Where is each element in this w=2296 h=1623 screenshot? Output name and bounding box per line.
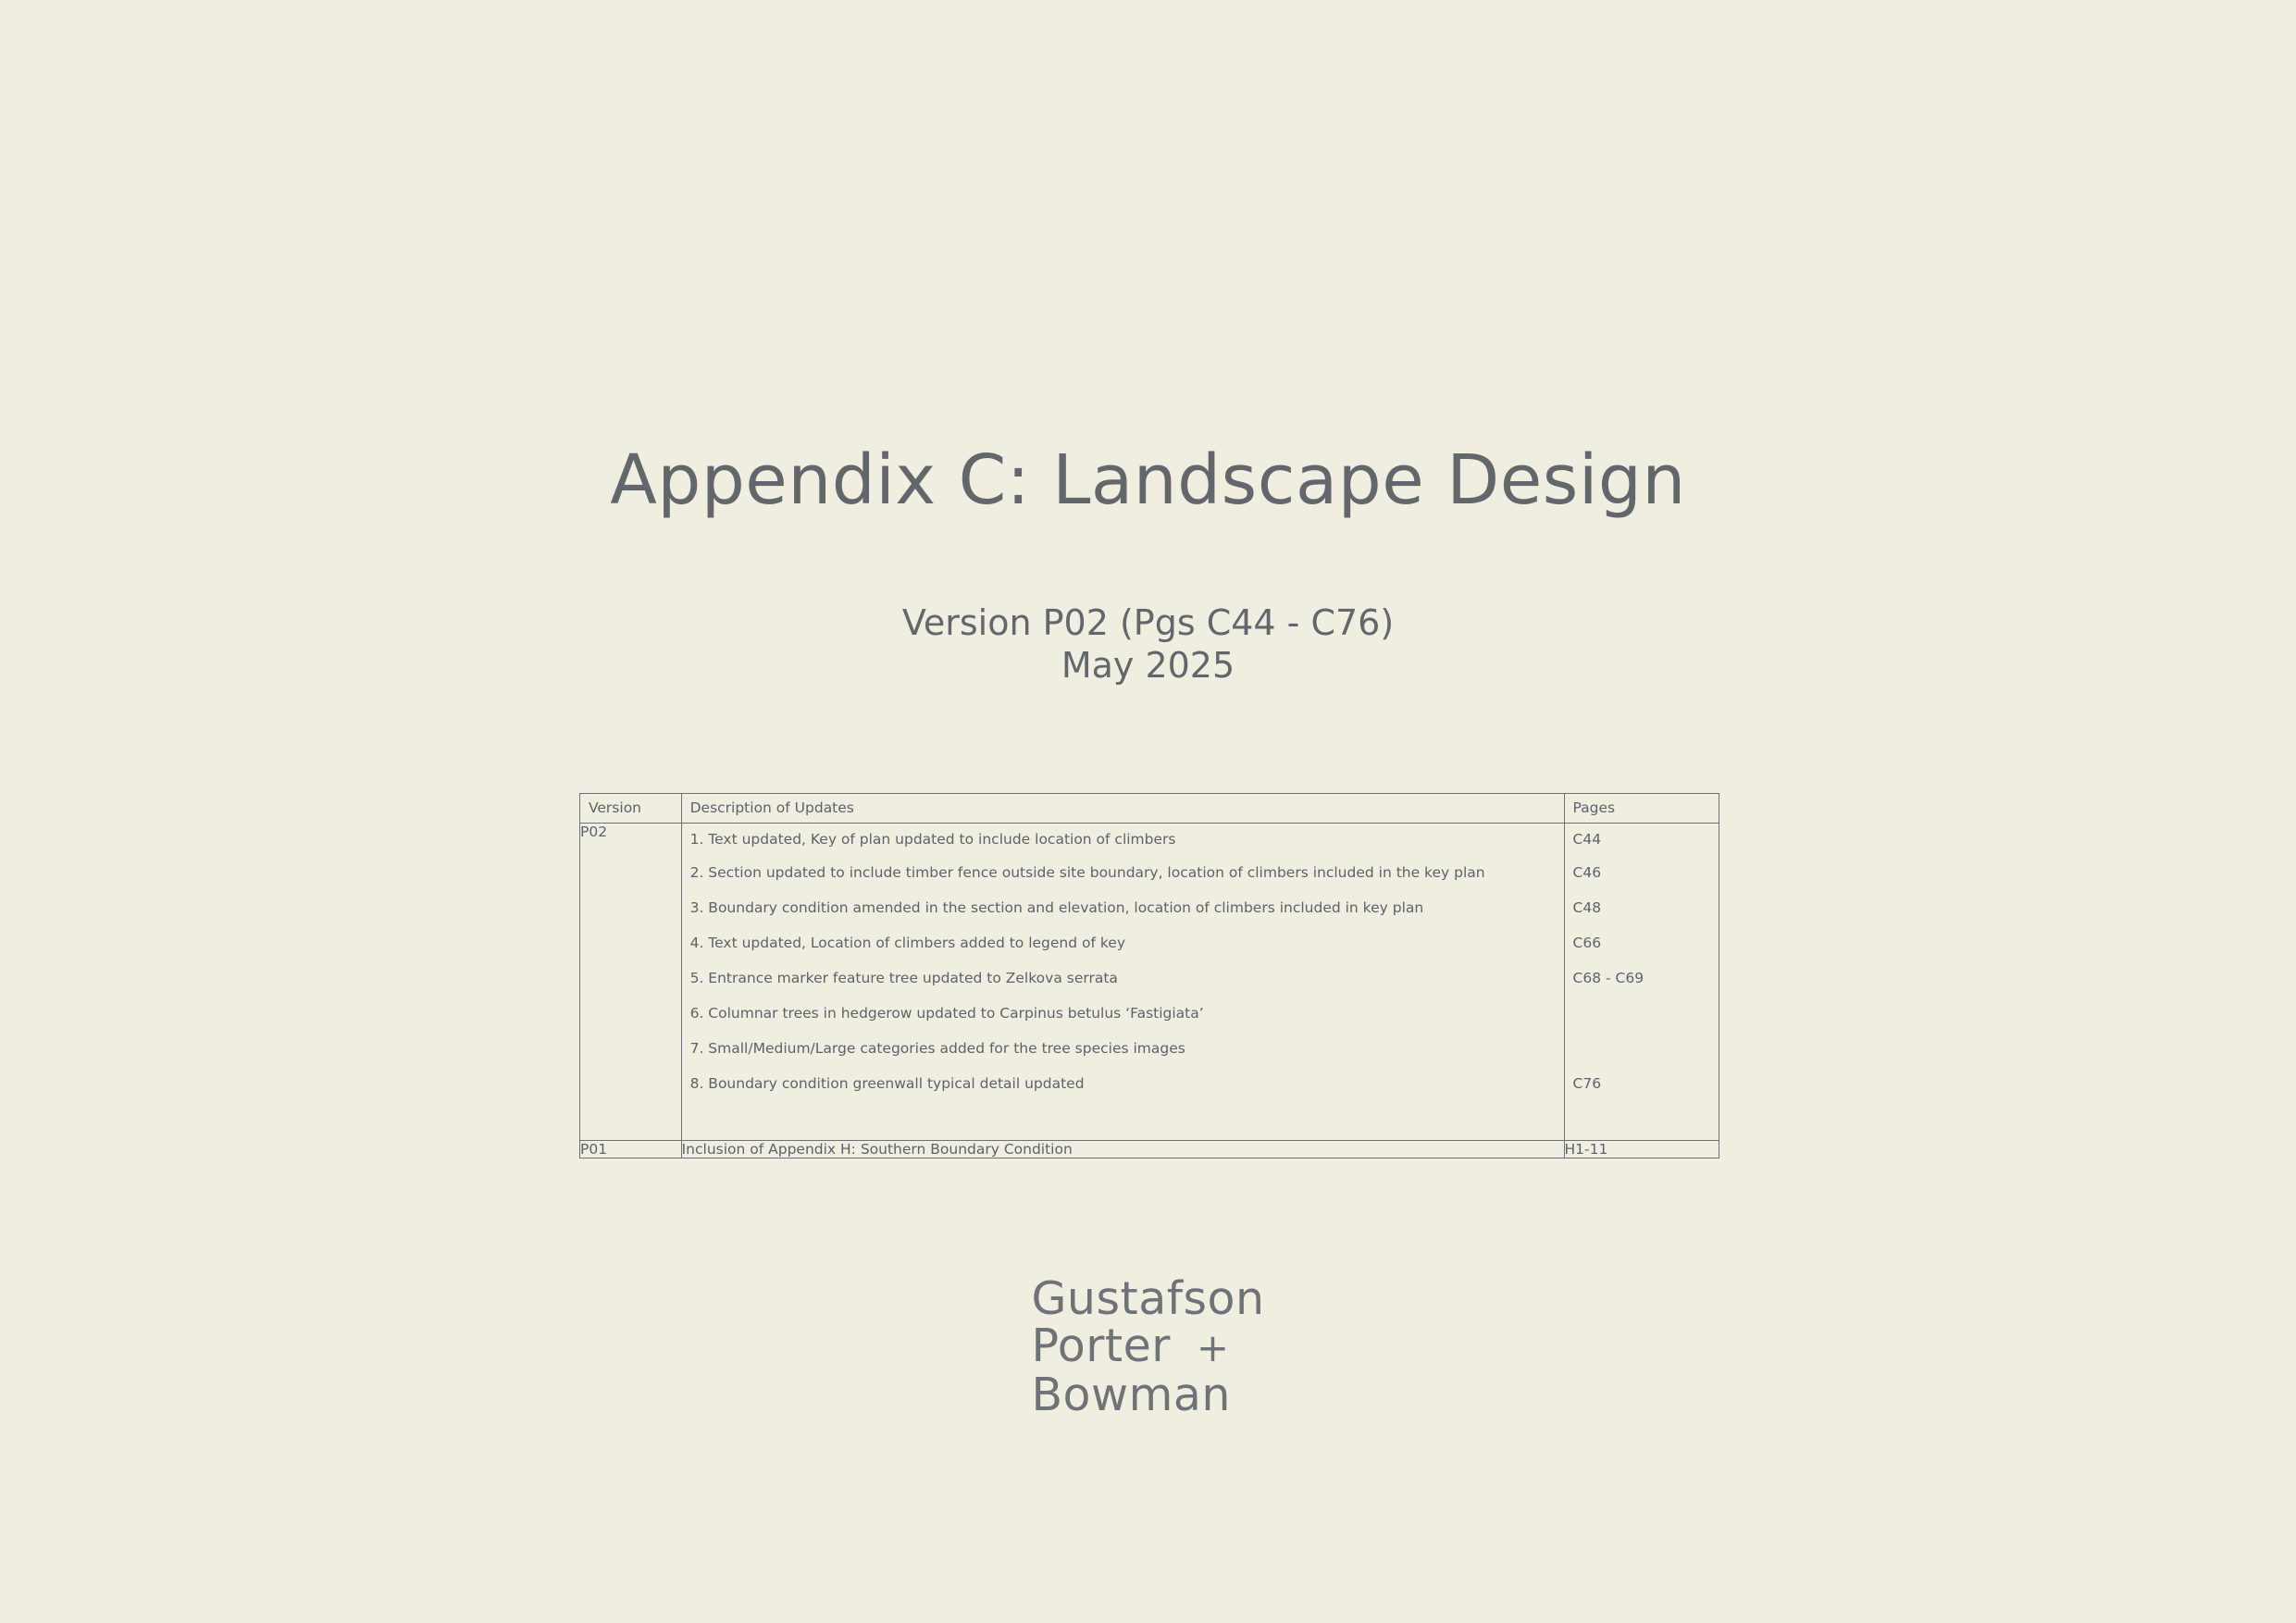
column-header-version: Version bbox=[580, 794, 682, 824]
logo-line-bowman: Bowman bbox=[1031, 1369, 1231, 1421]
update-item: 7. Small/Medium/Large categories added for the tree species images bbox=[689, 1040, 1185, 1057]
update-item: 1. Text updated, Key of plan updated to include location of climbers bbox=[689, 831, 1176, 848]
logo-text-porter: Porter bbox=[1031, 1319, 1171, 1372]
cell-description-list bbox=[681, 824, 1564, 1141]
pages-item bbox=[1565, 1035, 1719, 1070]
pages-item: C68 - C69 bbox=[1572, 970, 1644, 986]
pages-item-spacer bbox=[1565, 1105, 1719, 1140]
revision-table-wrapper bbox=[579, 793, 1719, 1158]
document-subtitle bbox=[0, 601, 2296, 687]
cell-version: P02 bbox=[580, 824, 682, 1141]
pages-item: C46 bbox=[1572, 864, 1602, 881]
cell-version: P01 bbox=[580, 1141, 682, 1158]
column-header-description: Description of Updates bbox=[681, 794, 1564, 824]
date-line: May 2025 bbox=[1061, 645, 1235, 686]
update-item: 5. Entrance marker feature tree updated to Zelkova serrata bbox=[689, 970, 1118, 986]
logo-line-gustafson: Gustafson bbox=[1031, 1272, 1265, 1325]
table-row bbox=[580, 824, 1719, 1141]
pages-item: C66 bbox=[1572, 935, 1602, 951]
pages-item bbox=[1565, 999, 1719, 1035]
version-line: Version P02 (Pgs C44 - C76) bbox=[901, 602, 1395, 643]
logo-line-porter bbox=[1031, 1319, 1264, 1372]
table-row bbox=[580, 1141, 1719, 1158]
pages-item: C48 bbox=[1572, 899, 1602, 916]
pages-item: C44 bbox=[1572, 831, 1602, 848]
update-item: 4. Text updated, Location of climbers added to legend of key bbox=[689, 935, 1125, 951]
table-header-row bbox=[580, 794, 1719, 824]
update-item-spacer bbox=[682, 1105, 1564, 1140]
update-item: 3. Boundary condition amended in the section and elevation, location of climbers included in key plan bbox=[689, 899, 1424, 916]
page-title: Appendix C: Landscape Design bbox=[610, 440, 1686, 520]
revision-table bbox=[579, 793, 1719, 1158]
logo-plus-symbol: + bbox=[1196, 1325, 1230, 1370]
update-item: 2. Section updated to include timber fence outside site boundary, location of climbers included in the key plan bbox=[689, 864, 1485, 881]
update-item: 6. Columnar trees in hedgerow updated to Carpinus betulus ‘Fastigiata’ bbox=[689, 1005, 1204, 1022]
pages-item: C76 bbox=[1572, 1075, 1602, 1092]
cell-pages-list bbox=[1564, 824, 1719, 1141]
column-header-pages: Pages bbox=[1564, 794, 1719, 824]
cell-description: Inclusion of Appendix H: Southern Boundary Condition bbox=[681, 1141, 1564, 1158]
cell-pages: H1-11 bbox=[1564, 1141, 1719, 1158]
company-logo bbox=[0, 1272, 2296, 1421]
update-item: 8. Boundary condition greenwall typical detail updated bbox=[689, 1075, 1085, 1092]
